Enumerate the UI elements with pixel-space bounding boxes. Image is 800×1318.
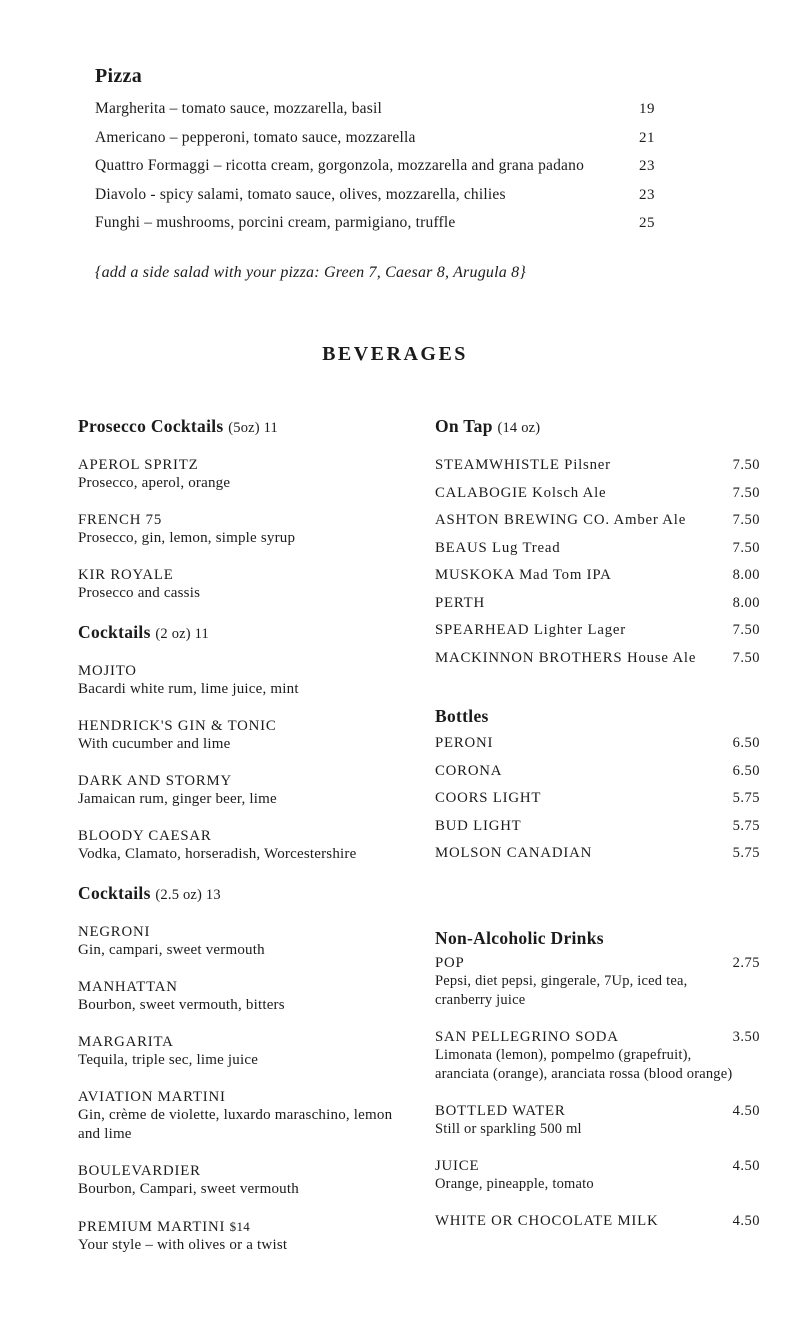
drink-name: MANHATTAN: [78, 979, 178, 995]
drink-item: [78, 718, 408, 754]
drink-name: MUSKOKA Mad Tom IPA: [435, 567, 612, 583]
section-heading-non-alcoholic: [435, 928, 760, 949]
pizza-item-text: Diavolo - spicy salami, tomato sauce, olives, mozzarella, chilies: [95, 185, 506, 203]
beverages-right-column: [435, 416, 760, 1274]
drink-name: AVIATION MARTINI: [78, 1089, 226, 1105]
drink-description: Gin, campari, sweet vermouth: [78, 942, 265, 958]
drink-description: Vodka, Clamato, horseradish, Worcestershire: [78, 846, 357, 862]
drink-price-row: [435, 818, 760, 835]
drink-name: NEGRONI: [78, 924, 151, 940]
drink-price: 6.50: [732, 735, 760, 751]
pizza-item-price: 21: [639, 129, 655, 146]
section-heading-detail: (14 oz): [497, 420, 541, 436]
drink-description: Bourbon, Campari, sweet vermouth: [78, 1181, 299, 1197]
pizza-item-row: [95, 157, 655, 175]
side-salad-note: {add a side salad with your pizza: Green 7, Caesar 8, Arugula 8}: [95, 264, 526, 281]
section-heading-text: Cocktails: [78, 883, 151, 903]
pizza-item-price: 25: [639, 215, 655, 231]
drink-price: 8.00: [732, 594, 760, 611]
section-heading-prosecco-cocktails: [78, 416, 408, 439]
drink-price: 7.50: [732, 457, 760, 473]
drink-price: 6.50: [732, 762, 760, 779]
drink-name: HENDRICK'S GIN & TONIC: [78, 718, 277, 734]
drink-name: JUICE: [435, 1158, 480, 1174]
drink-price-row: [435, 1158, 760, 1175]
section-heading-text: Non-Alcoholic Drinks: [435, 928, 604, 948]
drink-price-tag: $14: [229, 1219, 251, 1234]
drink-price-row: [435, 595, 760, 612]
drink-description: With cucumber and lime: [78, 736, 231, 752]
drink-price-row: [435, 1213, 760, 1230]
drink-name: BUD LIGHT: [435, 817, 522, 834]
drink-item: [78, 1218, 408, 1255]
section-heading-cocktails-25oz: [78, 883, 408, 906]
drink-price: 8.00: [732, 567, 760, 583]
drink-name: BOTTLED WATER: [435, 1103, 566, 1119]
drink-item: [78, 1034, 408, 1070]
section-heading-detail: (2.5 oz) 13: [155, 887, 221, 903]
drink-name: MARGARITA: [78, 1034, 174, 1050]
drink-description: Gin, crème de violette, luxardo maraschino, lemon: [78, 1107, 393, 1123]
drink-price: 5.75: [732, 845, 760, 861]
pizza-item-row: [95, 100, 655, 118]
beverages-title: BEVERAGES: [322, 343, 468, 365]
drink-item: [78, 979, 408, 1015]
drink-name: CORONA: [435, 762, 503, 779]
drink-name: APEROL SPRITZ: [78, 457, 199, 473]
drink-price-row: [435, 790, 760, 807]
drink-price: 4.50: [732, 1213, 760, 1229]
drink-name: MACKINNON BROTHERS House Ale: [435, 649, 697, 666]
drink-description: Still or sparkling 500 ml: [435, 1121, 582, 1137]
drink-description: Tequila, triple sec, lime juice: [78, 1052, 259, 1068]
drink-price-row: [435, 735, 760, 752]
drink-price: 7.50: [732, 622, 760, 638]
drink-price-row: [435, 512, 760, 529]
section-heading-detail: (5oz) 11: [228, 420, 278, 436]
beverages-left-column: [78, 416, 408, 1274]
drink-item: [78, 924, 408, 960]
drink-name: SPEARHEAD Lighter Lager: [435, 622, 626, 638]
pizza-item-text: Americano – pepperoni, tomato sauce, mozzarella: [95, 128, 416, 146]
drink-price: 3.50: [732, 1029, 760, 1045]
drink-price: 4.50: [732, 1158, 760, 1174]
drink-name: DARK AND STORMY: [78, 773, 232, 789]
drink-name: FRENCH 75: [78, 512, 163, 528]
drink-description: Jamaican rum, ginger beer, lime: [78, 791, 277, 807]
drink-name: POP: [435, 955, 465, 971]
drink-name: KIR ROYALE: [78, 567, 174, 583]
pizza-heading: Pizza: [95, 65, 143, 87]
section-heading-text: Bottles: [435, 706, 489, 726]
pizza-item-price: 19: [639, 101, 655, 117]
drink-name: BLOODY CAESAR: [78, 828, 212, 844]
drink-name: MOJITO: [78, 663, 137, 679]
drink-price: 2.75: [732, 955, 760, 971]
drink-item: [78, 567, 408, 603]
drink-item: [78, 457, 408, 493]
drink-item: [78, 1163, 408, 1199]
drink-item: [78, 773, 408, 809]
drink-description: Prosecco, gin, lemon, simple syrup: [78, 530, 296, 546]
section-heading-detail: (2 oz) 11: [155, 626, 209, 642]
drink-description: Bacardi white rum, lime juice, mint: [78, 681, 299, 697]
drink-price: 7.50: [732, 512, 760, 528]
drink-description: Bourbon, sweet vermouth, bitters: [78, 997, 285, 1013]
drink-name: BOULEVARDIER: [78, 1163, 201, 1179]
drink-price-row: [435, 457, 760, 474]
drink-item: [435, 1158, 760, 1194]
drink-item: [435, 955, 760, 1010]
pizza-item-row: [95, 214, 655, 232]
section-heading-on-tap: [435, 416, 760, 439]
drink-name: STEAMWHISTLE Pilsner: [435, 457, 611, 473]
drink-price: 7.50: [732, 539, 760, 556]
drink-price: 7.50: [732, 484, 760, 501]
drink-price-row: [435, 1103, 760, 1120]
drink-name: WHITE OR CHOCOLATE MILK: [435, 1213, 659, 1229]
drink-description: aranciata (orange), aranciata rossa (blood orange): [435, 1066, 733, 1082]
drink-item: [78, 828, 408, 864]
drink-price-row: [435, 763, 760, 780]
drink-price-row: [435, 485, 760, 502]
drink-item: [78, 663, 408, 699]
drink-item: [435, 1213, 760, 1230]
drink-description: cranberry juice: [435, 992, 526, 1008]
drink-name: [78, 1218, 408, 1236]
drink-name: ASHTON BREWING CO. Amber Ale: [435, 512, 687, 528]
drink-price-row: [435, 567, 760, 584]
pizza-item-price: 23: [639, 158, 655, 174]
section-heading-text: Cocktails: [78, 622, 151, 642]
drink-name: PERONI: [435, 735, 494, 751]
drink-price-row: [435, 1029, 760, 1046]
drink-price-row: [435, 650, 760, 667]
drink-description: Pepsi, diet pepsi, gingerale, 7Up, iced tea,: [435, 973, 688, 989]
pizza-section: [95, 64, 655, 282]
drink-description: Orange, pineapple, tomato: [435, 1176, 594, 1192]
drink-item: [435, 1103, 760, 1139]
beverages-columns: [78, 416, 760, 1274]
drink-item: [78, 1089, 408, 1144]
drink-price: 5.75: [732, 817, 760, 834]
pizza-item-row: [95, 129, 655, 147]
section-heading-cocktails-2oz: [78, 622, 408, 645]
section-heading-text: Prosecco Cocktails: [78, 416, 224, 436]
drink-price-row: [435, 622, 760, 639]
drink-price: 5.75: [732, 790, 760, 806]
drink-description: Limonata (lemon), pompelmo (grapefruit),: [435, 1047, 692, 1063]
drink-name: BEAUS Lug Tread: [435, 539, 561, 556]
drink-name: PERTH: [435, 594, 485, 611]
pizza-item-text: Margherita – tomato sauce, mozzarella, basil: [95, 100, 382, 117]
section-heading-text: On Tap: [435, 416, 493, 436]
drink-price: 4.50: [732, 1103, 760, 1119]
drink-name: COORS LIGHT: [435, 790, 542, 806]
pizza-item-text: Quattro Formaggi – ricotta cream, gorgonzola, mozzarella and grana padano: [95, 157, 585, 174]
drink-price: 7.50: [732, 649, 760, 666]
drink-description: Prosecco and cassis: [78, 585, 201, 601]
drink-item: [435, 1029, 760, 1084]
drink-item: [78, 512, 408, 548]
drink-name-text: PREMIUM MARTINI: [78, 1219, 226, 1235]
drink-price-row: [435, 845, 760, 862]
drink-description: Prosecco, aperol, orange: [78, 475, 231, 491]
pizza-item-row: [95, 186, 655, 204]
drink-description: Your style – with olives or a twist: [78, 1237, 288, 1253]
pizza-item-text: Funghi – mushrooms, porcini cream, parmigiano, truffle: [95, 214, 456, 231]
drink-description: and lime: [78, 1126, 132, 1142]
pizza-item-price: 23: [639, 186, 655, 203]
section-heading-bottles: [435, 706, 760, 727]
drink-name: SAN PELLEGRINO SODA: [435, 1029, 619, 1045]
drink-price-row: [435, 955, 760, 972]
drink-price-row: [435, 540, 760, 557]
drink-name: CALABOGIE Kolsch Ale: [435, 484, 607, 501]
drink-name: MOLSON CANADIAN: [435, 845, 593, 861]
